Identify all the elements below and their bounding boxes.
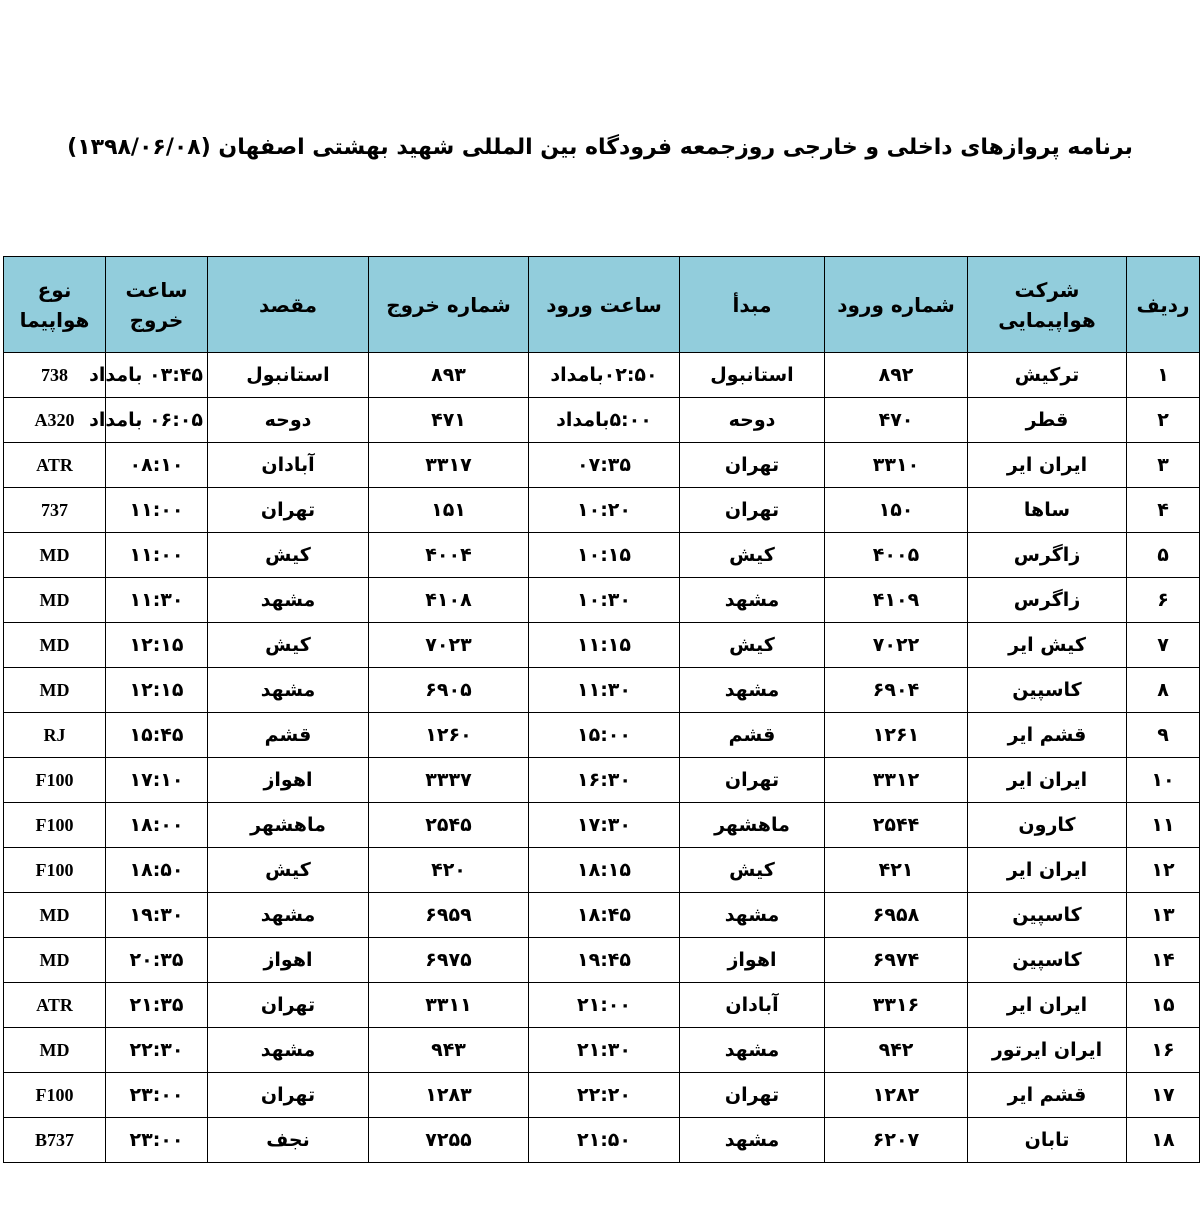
cell-airline: زاگرس xyxy=(968,533,1127,578)
cell-destination: کیش xyxy=(208,623,369,668)
cell-departure-time: ۱۱:۳۰ xyxy=(106,578,208,623)
cell-departure-time: ۱۲:۱۵ xyxy=(106,623,208,668)
cell-departure-number: ۳۳۳۷ xyxy=(369,758,529,803)
table-header-row xyxy=(4,257,1200,353)
cell-airline: ساها xyxy=(968,488,1127,533)
header-destination: مقصد xyxy=(208,257,369,353)
header-airline: شرکت هواپیمایی xyxy=(968,257,1127,353)
cell-origin: آبادان xyxy=(680,983,825,1028)
cell-arrival-time: ۱۶:۳۰ xyxy=(529,758,680,803)
cell-destination: تهران xyxy=(208,1073,369,1118)
cell-arrival-time: ۱۷:۳۰ xyxy=(529,803,680,848)
cell-destination: کیش xyxy=(208,848,369,893)
cell-arrival-time: ۱۰:۲۰ xyxy=(529,488,680,533)
cell-origin: تهران xyxy=(680,758,825,803)
cell-aircraft-type: ATR xyxy=(4,443,106,488)
cell-aircraft-type: MD xyxy=(4,623,106,668)
cell-origin: ماهشهر xyxy=(680,803,825,848)
cell-aircraft-type: MD xyxy=(4,533,106,578)
cell-arrival-time: ۵:۰۰بامداد xyxy=(529,398,680,443)
table-row xyxy=(4,848,1200,893)
cell-arrival-time: ۱۱:۳۰ xyxy=(529,668,680,713)
cell-origin: کیش xyxy=(680,533,825,578)
cell-departure-number: ۸۹۳ xyxy=(369,353,529,398)
cell-origin: مشهد xyxy=(680,1028,825,1073)
cell-row-number: ۷ xyxy=(1127,623,1200,668)
cell-aircraft-type: ATR xyxy=(4,983,106,1028)
cell-arrival-time: ۱۸:۴۵ xyxy=(529,893,680,938)
table-row xyxy=(4,1073,1200,1118)
cell-destination: آبادان xyxy=(208,443,369,488)
cell-arrival-number: ۸۹۲ xyxy=(825,353,968,398)
cell-departure-time: ۱۲:۱۵ xyxy=(106,668,208,713)
cell-airline: ایران ایرتور xyxy=(968,1028,1127,1073)
cell-departure-time: ۲۰:۳۵ xyxy=(106,938,208,983)
cell-origin: تهران xyxy=(680,488,825,533)
cell-row-number: ۲ xyxy=(1127,398,1200,443)
table-body xyxy=(4,353,1200,1163)
cell-airline: ایران ایر xyxy=(968,443,1127,488)
table-row xyxy=(4,668,1200,713)
cell-arrival-time: ۲۱:۵۰ xyxy=(529,1118,680,1163)
table-row xyxy=(4,353,1200,398)
cell-departure-number: ۷۲۵۵ xyxy=(369,1118,529,1163)
cell-destination: تهران xyxy=(208,983,369,1028)
cell-arrival-time: ۲۱:۳۰ xyxy=(529,1028,680,1073)
cell-row-number: ۱ xyxy=(1127,353,1200,398)
table-row xyxy=(4,713,1200,758)
page-title: برنامه پروازهای داخلی و خارجی روزجمعه فرودگاه بین المللی شهید بهشتی اصفهان (۱۳۹۸/۰۶/۰۸) xyxy=(67,135,1133,160)
cell-departure-number: ۳۳۱۱ xyxy=(369,983,529,1028)
cell-aircraft-type: RJ xyxy=(4,713,106,758)
cell-aircraft-type: MD xyxy=(4,893,106,938)
cell-departure-time: ۱۸:۰۰ xyxy=(106,803,208,848)
cell-arrival-number: ۶۹۵۸ xyxy=(825,893,968,938)
header-departure-number: شماره خروج xyxy=(369,257,529,353)
cell-arrival-number: ۳۳۱۰ xyxy=(825,443,968,488)
cell-aircraft-type: F100 xyxy=(4,1073,106,1118)
cell-arrival-number: ۶۹۷۴ xyxy=(825,938,968,983)
cell-departure-number: ۴۱۰۸ xyxy=(369,578,529,623)
cell-aircraft-type: F100 xyxy=(4,758,106,803)
cell-arrival-number: ۱۲۶۱ xyxy=(825,713,968,758)
cell-departure-time: ۱۸:۵۰ xyxy=(106,848,208,893)
cell-origin: کیش xyxy=(680,623,825,668)
cell-departure-number: ۴۰۰۴ xyxy=(369,533,529,578)
cell-departure-time: ۲۱:۳۵ xyxy=(106,983,208,1028)
cell-airline: زاگرس xyxy=(968,578,1127,623)
cell-arrival-number: ۳۳۱۶ xyxy=(825,983,968,1028)
cell-departure-number: ۱۲۸۳ xyxy=(369,1073,529,1118)
cell-departure-number: ۶۹۵۹ xyxy=(369,893,529,938)
cell-destination: مشهد xyxy=(208,893,369,938)
cell-arrival-number: ۹۴۲ xyxy=(825,1028,968,1073)
cell-origin: استانبول xyxy=(680,353,825,398)
table-row xyxy=(4,488,1200,533)
table-row xyxy=(4,443,1200,488)
cell-airline: کاسپین xyxy=(968,938,1127,983)
cell-arrival-time: ۲۲:۲۰ xyxy=(529,1073,680,1118)
cell-departure-number: ۶۹۷۵ xyxy=(369,938,529,983)
cell-departure-time: ۱۱:۰۰ xyxy=(106,533,208,578)
cell-origin: تهران xyxy=(680,443,825,488)
cell-departure-time: ۰۶:۰۵ بامداد xyxy=(106,398,208,443)
cell-airline: ایران ایر xyxy=(968,758,1127,803)
cell-aircraft-type: F100 xyxy=(4,803,106,848)
cell-row-number: ۵ xyxy=(1127,533,1200,578)
cell-destination: مشهد xyxy=(208,668,369,713)
cell-departure-time: ۱۹:۳۰ xyxy=(106,893,208,938)
cell-arrival-time: ۱۵:۰۰ xyxy=(529,713,680,758)
cell-aircraft-type: MD xyxy=(4,1028,106,1073)
cell-airline: کیش ایر xyxy=(968,623,1127,668)
cell-arrival-number: ۴۲۱ xyxy=(825,848,968,893)
cell-arrival-number: ۶۲۰۷ xyxy=(825,1118,968,1163)
table-row xyxy=(4,758,1200,803)
cell-departure-time: ۲۳:۰۰ xyxy=(106,1073,208,1118)
cell-arrival-number: ۴۷۰ xyxy=(825,398,968,443)
cell-airline: ترکیش xyxy=(968,353,1127,398)
cell-airline: تابان xyxy=(968,1118,1127,1163)
cell-origin: مشهد xyxy=(680,893,825,938)
cell-departure-number: ۲۵۴۵ xyxy=(369,803,529,848)
cell-arrival-time: ۱۸:۱۵ xyxy=(529,848,680,893)
cell-row-number: ۱۸ xyxy=(1127,1118,1200,1163)
header-arrival-time: ساعت ورود xyxy=(529,257,680,353)
cell-departure-time: ۱۷:۱۰ xyxy=(106,758,208,803)
table-row xyxy=(4,578,1200,623)
table-row xyxy=(4,623,1200,668)
cell-row-number: ۱۴ xyxy=(1127,938,1200,983)
cell-departure-number: ۹۴۳ xyxy=(369,1028,529,1073)
cell-row-number: ۱۶ xyxy=(1127,1028,1200,1073)
cell-arrival-number: ۱۲۸۲ xyxy=(825,1073,968,1118)
cell-airline: ایران ایر xyxy=(968,848,1127,893)
cell-arrival-time: ۰۲:۵۰بامداد xyxy=(529,353,680,398)
cell-row-number: ۱۱ xyxy=(1127,803,1200,848)
flight-schedule-table xyxy=(3,256,1200,1163)
cell-row-number: ۱۰ xyxy=(1127,758,1200,803)
cell-aircraft-type: F100 xyxy=(4,848,106,893)
cell-arrival-time: ۱۰:۳۰ xyxy=(529,578,680,623)
cell-row-number: ۱۵ xyxy=(1127,983,1200,1028)
cell-airline: قشم ایر xyxy=(968,1073,1127,1118)
cell-destination: مشهد xyxy=(208,1028,369,1073)
cell-origin: کیش xyxy=(680,848,825,893)
cell-airline: کاسپین xyxy=(968,668,1127,713)
table-row xyxy=(4,398,1200,443)
cell-row-number: ۹ xyxy=(1127,713,1200,758)
cell-airline: ایران ایر xyxy=(968,983,1127,1028)
cell-arrival-time: ۱۰:۱۵ xyxy=(529,533,680,578)
cell-aircraft-type: MD xyxy=(4,578,106,623)
cell-departure-number: ۴۷۱ xyxy=(369,398,529,443)
cell-departure-number: ۴۲۰ xyxy=(369,848,529,893)
header-departure-time: ساعت خروج xyxy=(106,257,208,353)
cell-departure-number: ۱۵۱ xyxy=(369,488,529,533)
cell-aircraft-type: MD xyxy=(4,668,106,713)
cell-arrival-time: ۲۱:۰۰ xyxy=(529,983,680,1028)
cell-row-number: ۱۲ xyxy=(1127,848,1200,893)
cell-destination: دوحه xyxy=(208,398,369,443)
cell-origin: مشهد xyxy=(680,578,825,623)
cell-arrival-number: ۳۳۱۲ xyxy=(825,758,968,803)
cell-departure-time: ۰۳:۴۵ بامداد xyxy=(106,353,208,398)
cell-destination: تهران xyxy=(208,488,369,533)
cell-departure-time: ۰۸:۱۰ xyxy=(106,443,208,488)
cell-airline: قطر xyxy=(968,398,1127,443)
cell-destination: استانبول xyxy=(208,353,369,398)
cell-arrival-number: ۶۹۰۴ xyxy=(825,668,968,713)
cell-airline: کاسپین xyxy=(968,893,1127,938)
cell-airline: کارون xyxy=(968,803,1127,848)
table-row xyxy=(4,533,1200,578)
cell-departure-number: ۳۳۱۷ xyxy=(369,443,529,488)
cell-departure-number: ۷۰۲۳ xyxy=(369,623,529,668)
header-aircraft-type: نوع هواپیما xyxy=(4,257,106,353)
cell-arrival-number: ۴۰۰۵ xyxy=(825,533,968,578)
cell-destination: قشم xyxy=(208,713,369,758)
cell-row-number: ۱۳ xyxy=(1127,893,1200,938)
cell-departure-time: ۱۵:۴۵ xyxy=(106,713,208,758)
cell-destination: ماهشهر xyxy=(208,803,369,848)
cell-departure-number: ۶۹۰۵ xyxy=(369,668,529,713)
cell-departure-time: ۲۳:۰۰ xyxy=(106,1118,208,1163)
cell-arrival-number: ۱۵۰ xyxy=(825,488,968,533)
cell-departure-time: ۱۱:۰۰ xyxy=(106,488,208,533)
cell-departure-number: ۱۲۶۰ xyxy=(369,713,529,758)
table-row xyxy=(4,1028,1200,1073)
header-arrival-number: شماره ورود xyxy=(825,257,968,353)
cell-row-number: ۱۷ xyxy=(1127,1073,1200,1118)
cell-origin: تهران xyxy=(680,1073,825,1118)
table-row xyxy=(4,1118,1200,1163)
cell-aircraft-type: 738 xyxy=(4,353,106,398)
table-row xyxy=(4,803,1200,848)
cell-arrival-number: ۲۵۴۴ xyxy=(825,803,968,848)
cell-destination: نجف xyxy=(208,1118,369,1163)
header-origin: مبدأ xyxy=(680,257,825,353)
cell-origin: مشهد xyxy=(680,668,825,713)
cell-arrival-time: ۱۹:۴۵ xyxy=(529,938,680,983)
table-row xyxy=(4,938,1200,983)
cell-origin: اهواز xyxy=(680,938,825,983)
cell-destination: مشهد xyxy=(208,578,369,623)
cell-row-number: ۶ xyxy=(1127,578,1200,623)
cell-aircraft-type: MD xyxy=(4,938,106,983)
cell-row-number: ۸ xyxy=(1127,668,1200,713)
table-row xyxy=(4,983,1200,1028)
cell-aircraft-type: B737 xyxy=(4,1118,106,1163)
cell-origin: دوحه xyxy=(680,398,825,443)
cell-row-number: ۳ xyxy=(1127,443,1200,488)
cell-aircraft-type: A320 xyxy=(4,398,106,443)
cell-destination: کیش xyxy=(208,533,369,578)
header-row-number: ردیف xyxy=(1127,257,1200,353)
cell-airline: قشم ایر xyxy=(968,713,1127,758)
cell-arrival-number: ۴۱۰۹ xyxy=(825,578,968,623)
table-row xyxy=(4,893,1200,938)
cell-origin: مشهد xyxy=(680,1118,825,1163)
cell-row-number: ۴ xyxy=(1127,488,1200,533)
cell-departure-time: ۲۲:۳۰ xyxy=(106,1028,208,1073)
cell-arrival-time: ۰۷:۳۵ xyxy=(529,443,680,488)
cell-destination: اهواز xyxy=(208,938,369,983)
cell-origin: قشم xyxy=(680,713,825,758)
cell-arrival-number: ۷۰۲۲ xyxy=(825,623,968,668)
cell-arrival-time: ۱۱:۱۵ xyxy=(529,623,680,668)
cell-aircraft-type: 737 xyxy=(4,488,106,533)
cell-destination: اهواز xyxy=(208,758,369,803)
